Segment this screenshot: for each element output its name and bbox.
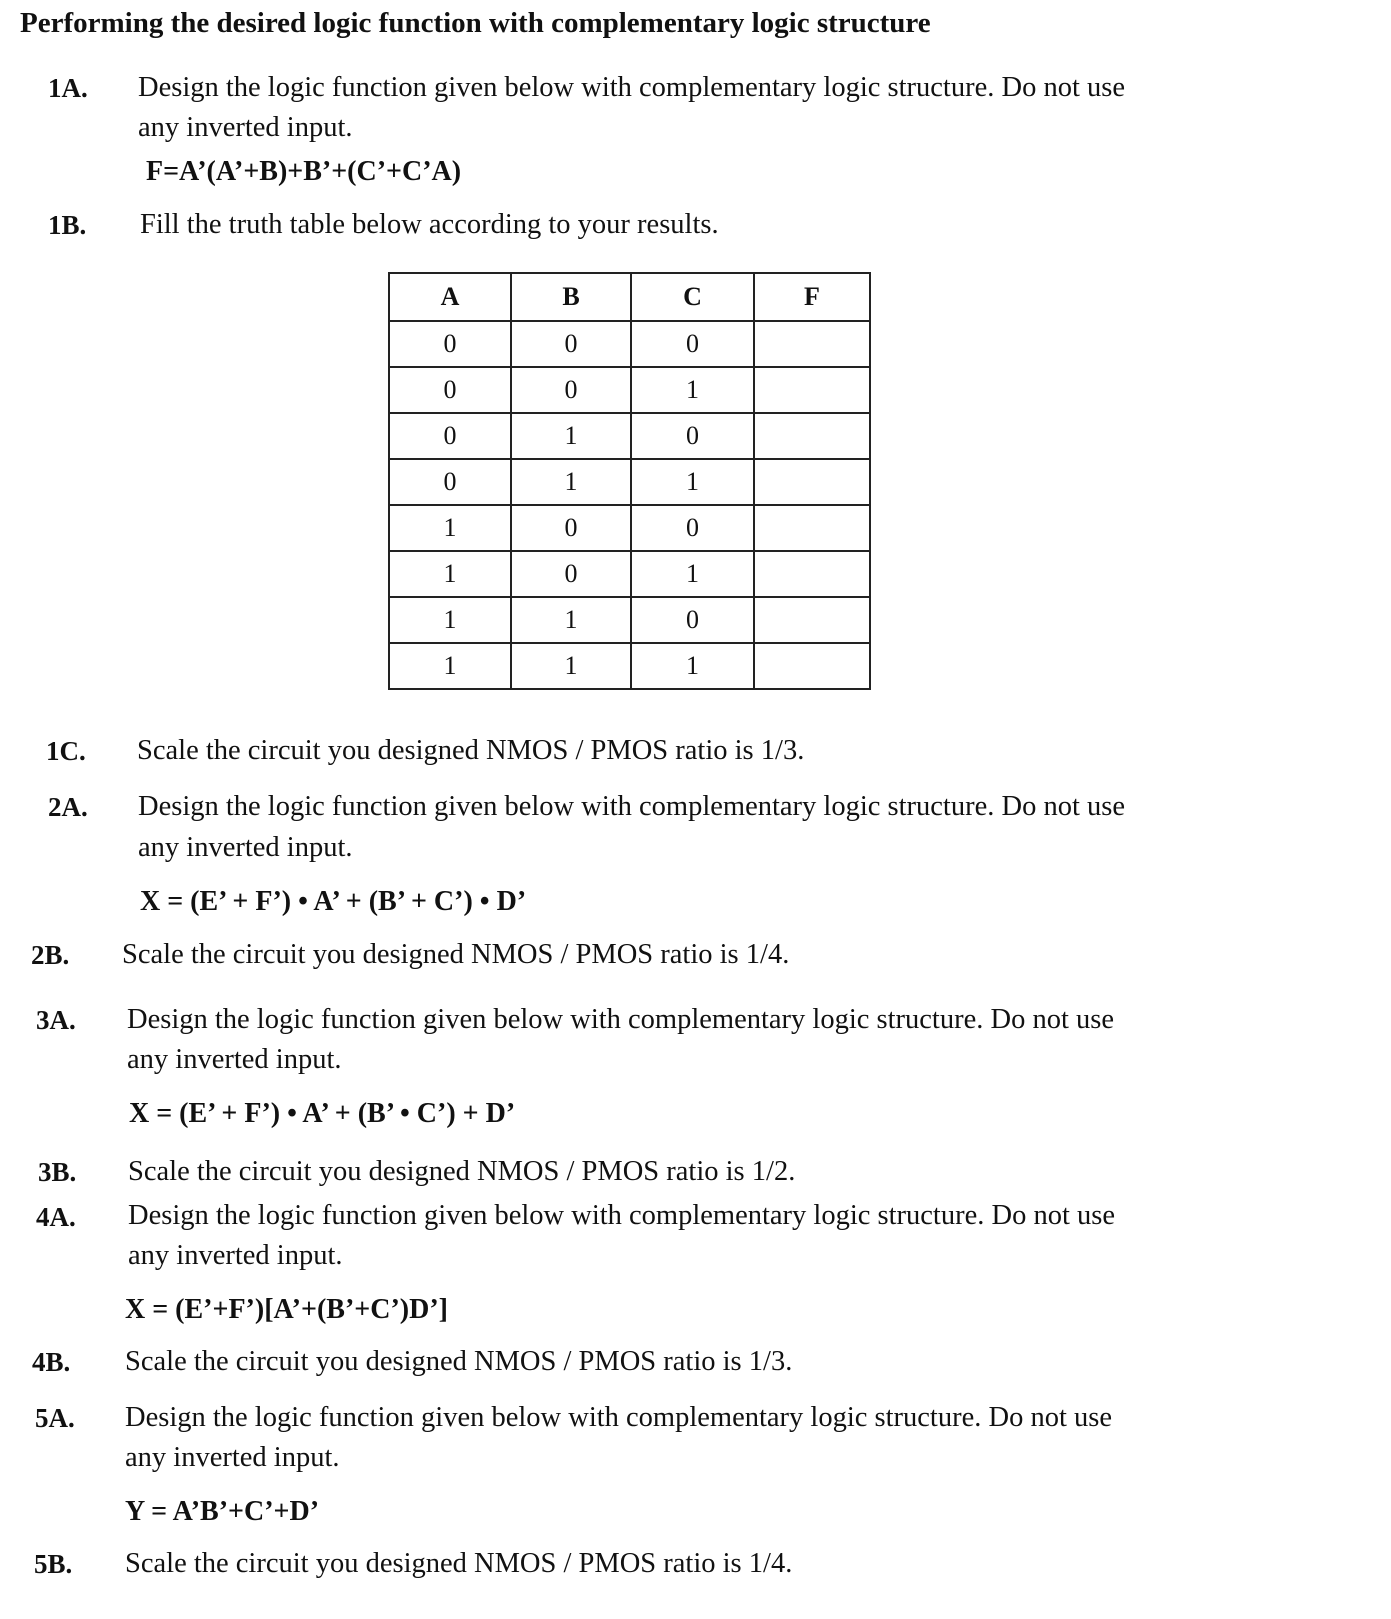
truth-table-row xyxy=(389,367,870,413)
question-5a-text-line1: Design the logic function given below with complementary logic structure. Do not use xyxy=(125,1402,1112,1433)
question-3a-text-line2: any inverted input. xyxy=(127,1044,342,1075)
truth-table xyxy=(388,272,871,690)
truth-table-cell-f[interactable] xyxy=(754,597,870,643)
truth-table-cell-b: 1 xyxy=(511,459,631,505)
question-5b-text: Scale the circuit you designed NMOS / PMOS ratio is 1/4. xyxy=(125,1548,793,1579)
truth-table-row xyxy=(389,643,870,689)
truth-table-header-f: F xyxy=(754,273,870,321)
truth-table-cell-a: 0 xyxy=(389,459,511,505)
question-5a-label: 5A. xyxy=(35,1403,75,1433)
truth-table-row xyxy=(389,413,870,459)
page-title: Performing the desired logic function with complementary logic structure xyxy=(20,7,931,39)
truth-table-cell-c: 0 xyxy=(631,505,754,551)
question-5b-label: 5B. xyxy=(34,1549,73,1579)
question-1b-label: 1B. xyxy=(48,210,87,240)
question-4b-label: 4B. xyxy=(32,1347,71,1377)
question-5a-formula: Y = A’B’+C’+D’ xyxy=(125,1496,320,1527)
truth-table-cell-c: 1 xyxy=(631,367,754,413)
question-1a-label: 1A. xyxy=(48,73,88,103)
truth-table-cell-f[interactable] xyxy=(754,321,870,367)
question-2a-text-line2: any inverted input. xyxy=(138,832,353,863)
truth-table-cell-c: 1 xyxy=(631,459,754,505)
question-1c-label: 1C. xyxy=(46,736,86,766)
truth-table-cell-b: 0 xyxy=(511,321,631,367)
truth-table-cell-f[interactable] xyxy=(754,505,870,551)
question-4a-text-line1: Design the logic function given below with complementary logic structure. Do not use xyxy=(128,1200,1115,1231)
truth-table-header-row xyxy=(389,273,870,321)
truth-table-cell-b: 0 xyxy=(511,367,631,413)
truth-table-cell-f[interactable] xyxy=(754,367,870,413)
question-1c-text: Scale the circuit you designed NMOS / PMOS ratio is 1/3. xyxy=(137,735,805,766)
truth-table-cell-b: 0 xyxy=(511,505,631,551)
truth-table-cell-b: 1 xyxy=(511,597,631,643)
truth-table-cell-c: 1 xyxy=(631,643,754,689)
question-2a-label: 2A. xyxy=(48,792,88,822)
truth-table-row xyxy=(389,321,870,367)
truth-table-row xyxy=(389,505,870,551)
question-2b-label: 2B. xyxy=(31,940,70,970)
truth-table-cell-b: 0 xyxy=(511,551,631,597)
question-3a-label: 3A. xyxy=(36,1005,76,1035)
question-1a-text-line2: any inverted input. xyxy=(138,112,353,143)
truth-table-header-a: A xyxy=(389,273,511,321)
question-2a-text-line1: Design the logic function given below with complementary logic structure. Do not use xyxy=(138,791,1125,822)
question-1b-text: Fill the truth table below according to your results. xyxy=(140,209,719,240)
truth-table-cell-a: 0 xyxy=(389,413,511,459)
question-5a-text-line2: any inverted input. xyxy=(125,1442,340,1473)
truth-table-cell-f[interactable] xyxy=(754,643,870,689)
truth-table-row xyxy=(389,551,870,597)
truth-table-cell-c: 0 xyxy=(631,413,754,459)
truth-table-cell-a: 0 xyxy=(389,321,511,367)
truth-table-cell-a: 1 xyxy=(389,551,511,597)
truth-table-row xyxy=(389,459,870,505)
question-2b-text: Scale the circuit you designed NMOS / PMOS ratio is 1/4. xyxy=(122,939,790,970)
truth-table-cell-c: 1 xyxy=(631,551,754,597)
question-1a-formula: F=A’(A’+B)+B’+(C’+C’A) xyxy=(146,156,462,187)
question-1a-text-line1: Design the logic function given below with complementary logic structure. Do not use xyxy=(138,72,1125,103)
truth-table-cell-b: 1 xyxy=(511,413,631,459)
question-4b-text: Scale the circuit you designed NMOS / PMOS ratio is 1/3. xyxy=(125,1346,793,1377)
question-3b-text: Scale the circuit you designed NMOS / PMOS ratio is 1/2. xyxy=(128,1156,796,1187)
truth-table-header-b: B xyxy=(511,273,631,321)
truth-table-cell-c: 0 xyxy=(631,321,754,367)
question-2a-formula: X = (E’ + F’) • A’ + (B’ + C’) • D’ xyxy=(140,886,527,917)
truth-table-cell-f[interactable] xyxy=(754,413,870,459)
truth-table-row xyxy=(389,597,870,643)
question-3a-text-line1: Design the logic function given below with complementary logic structure. Do not use xyxy=(127,1004,1114,1035)
question-4a-label: 4A. xyxy=(36,1202,76,1232)
truth-table-cell-f[interactable] xyxy=(754,459,870,505)
question-3a-formula: X = (E’ + F’) • A’ + (B’ • C’) + D’ xyxy=(129,1098,516,1129)
truth-table-header-c: C xyxy=(631,273,754,321)
truth-table-cell-c: 0 xyxy=(631,597,754,643)
truth-table-cell-a: 1 xyxy=(389,505,511,551)
question-4a-text-line2: any inverted input. xyxy=(128,1240,343,1271)
truth-table-cell-a: 0 xyxy=(389,367,511,413)
question-4a-formula: X = (E’+F’)[A’+(B’+C’)D’] xyxy=(125,1294,448,1325)
truth-table-cell-a: 1 xyxy=(389,597,511,643)
question-3b-label: 3B. xyxy=(38,1157,77,1187)
truth-table-cell-b: 1 xyxy=(511,643,631,689)
truth-table-cell-f[interactable] xyxy=(754,551,870,597)
truth-table-cell-a: 1 xyxy=(389,643,511,689)
